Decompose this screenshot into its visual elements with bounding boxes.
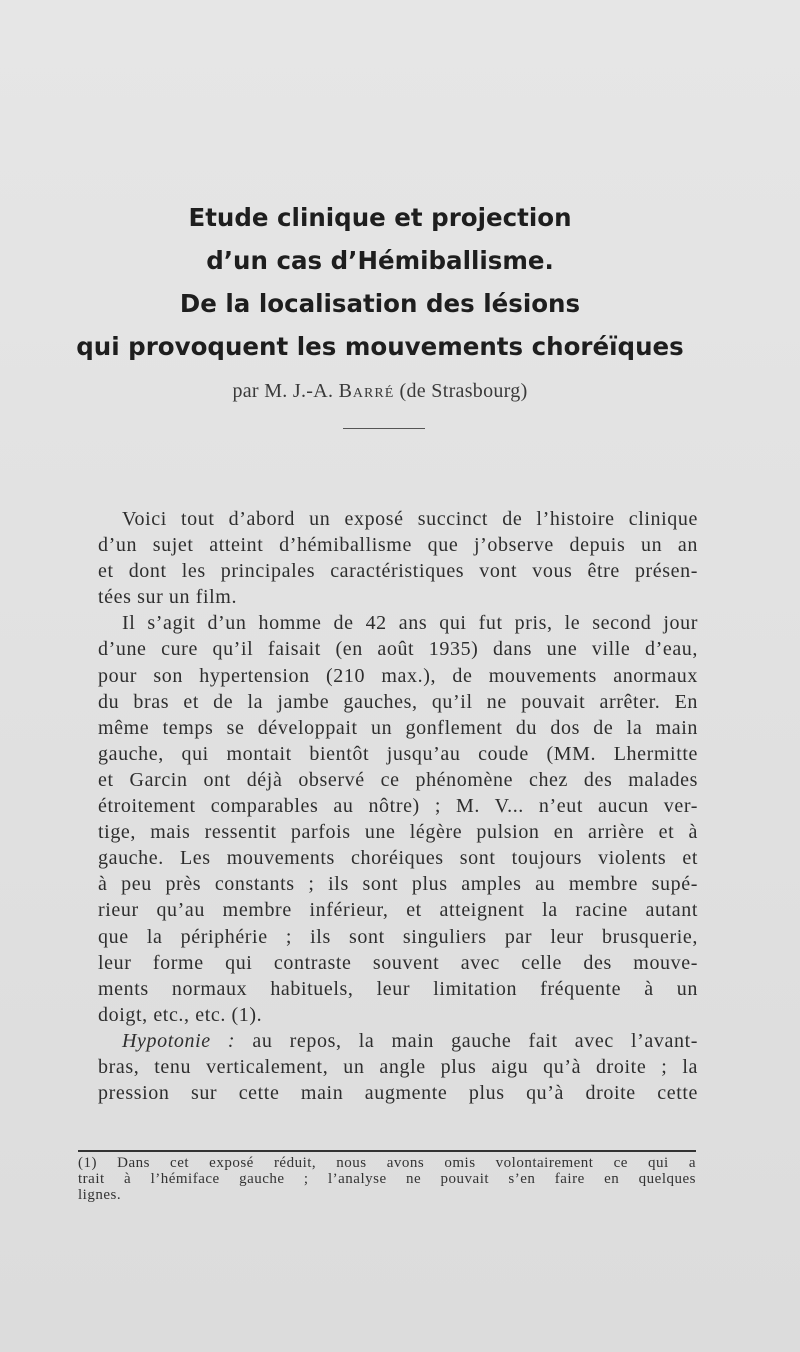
body-line: tées sur un film.	[98, 586, 238, 609]
title-line-3: De la localisation des lésions	[179, 289, 581, 318]
footnote-divider	[78, 1150, 696, 1152]
footnote-line: lignes.	[78, 1187, 122, 1203]
body-line: leur forme qui contraste souvent avec celle des mouve-	[98, 951, 698, 974]
body-line	[98, 1028, 698, 1054]
body-line: pour son hypertension (210 max.), de mouvements anormaux	[98, 664, 698, 687]
body-line: doigt, etc., etc. (1).	[98, 1003, 263, 1026]
article-title	[60, 196, 700, 368]
body-line: gauche, qui montait bientôt jusqu’au coude (MM. Lhermitte	[98, 742, 698, 765]
body-line: et Garcin ont déjà observé ce phénomène chez des malades	[98, 768, 698, 791]
title-line-2: d’un cas d’Hémiballisme.	[206, 246, 554, 275]
body-line: même temps se développait un gonflement du dos de la main	[98, 716, 698, 739]
body-line: étroitement comparables au nôtre) ; M. V... n’eut aucun ver-	[98, 795, 698, 818]
byline-prefix: par M. J.-A.	[232, 380, 339, 402]
body-line: tige, mais ressentit parfois une légère pulsion en arrière et à	[98, 821, 698, 844]
body-text	[98, 506, 698, 1106]
body-line: d’une cure qu’il faisait (en août 1935) dans une ville d’eau,	[98, 638, 698, 661]
body-line: d’un sujet atteint d’hémiballisme que j’observe depuis un an	[98, 534, 698, 557]
hypotonie-text: au repos, la main gauche fait avec l’avant-	[235, 1029, 699, 1052]
title-divider	[343, 428, 425, 429]
footnote-line: trait à l’hémiface gauche ; l’analyse ne pouvait s’en faire en quelques	[78, 1171, 696, 1187]
hypotonie-label: Hypotonie :	[122, 1029, 236, 1052]
body-line: ments normaux habituels, leur limitation fréquente à un	[98, 977, 698, 1000]
body-line: gauche. Les mouvements choréiques sont toujours violents et	[98, 847, 698, 870]
body-line: bras, tenu verticalement, un angle plus aigu qu’à droite ; la	[98, 1055, 698, 1078]
body-line: que la périphérie ; ils sont singuliers par leur brusquerie,	[98, 925, 698, 948]
body-line: du bras et de la jambe gauches, qu’il ne pouvait arrêter. En	[98, 690, 698, 713]
body-line: et dont les principales caractéristiques vont vous être présen-	[98, 560, 698, 583]
byline-suffix: (de Strasbourg)	[394, 380, 528, 402]
byline-author: Barré	[338, 380, 395, 402]
title-line-1: Etude clinique et projection	[188, 203, 572, 232]
body-line: rieur qu’au membre inférieur, et atteignent la racine autant	[98, 899, 698, 922]
body-line: Voici tout d’abord un exposé succinct de l’histoire clinique	[122, 508, 698, 530]
title-line-4: qui provoquent les mouvements choréïques	[76, 332, 684, 361]
body-line: à peu près constants ; ils sont plus amples au membre supé-	[98, 873, 698, 896]
body-line: Il s’agit d’un homme de 42 ans qui fut pris, le second jour	[122, 612, 698, 635]
footnote-line: (1) Dans cet exposé réduit, nous avons omis volontairement ce qui a	[78, 1155, 696, 1171]
footnote	[78, 1155, 696, 1203]
byline	[60, 380, 700, 403]
body-line: pression sur cette main augmente plus qu’à droite cette	[98, 1082, 698, 1105]
